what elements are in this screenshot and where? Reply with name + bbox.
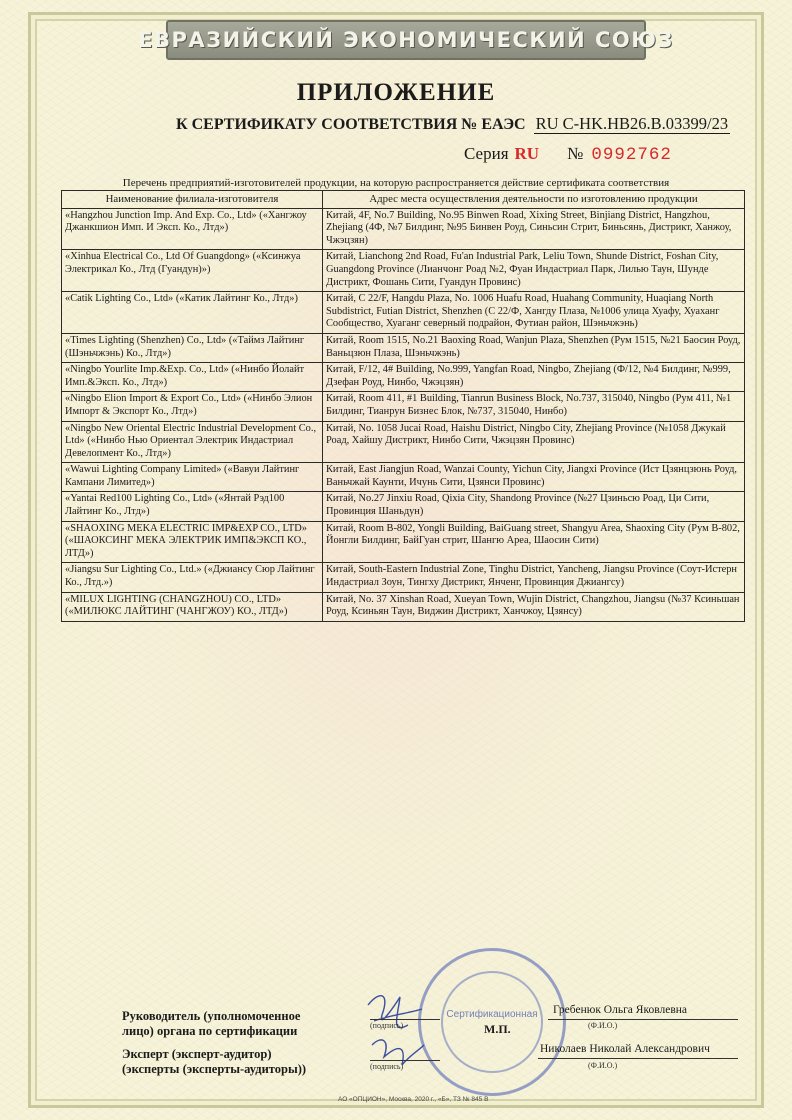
head-label-line-1: Руководитель (уполномоченное bbox=[122, 1009, 301, 1023]
expert-signature-caption: (подпись) bbox=[370, 1062, 404, 1071]
manufacturer-address: Китай, East Jiangjun Road, Wanzai County, Yichun City, Jiangxi Province (Ист Цзянцзюнь Роуд, Ваньчжай Каунти, Ичунь Сити, Цзянси Провинс) bbox=[323, 463, 745, 492]
manufacturer-name: «Ningbo Elion Import & Export Co., Ltd» («Нинбо Элион Импорт & Экспорт Ко., Лтд») bbox=[62, 392, 323, 421]
head-label bbox=[122, 1009, 300, 1039]
series-line bbox=[464, 144, 672, 165]
manufacturer-name: «Times Lighting (Shenzhen) Co., Ltd» («Таймз Лайтинг (Шэньчжэнь) Ко., Лтд») bbox=[62, 333, 323, 362]
table-row bbox=[62, 250, 745, 292]
head-signature-caption: (подпись) bbox=[370, 1021, 404, 1030]
table-row bbox=[62, 463, 745, 492]
table-row bbox=[62, 333, 745, 362]
manufacturer-address: Китай, Room 1515, No.21 Baoxing Road, Wanjun Plaza, Shenzhen (Рум 1515, №21 Баосин Роуд, Ваньцзюн Плаза, Шэньчжэнь) bbox=[323, 333, 745, 362]
head-label-line-2: лицо) органа по сертификации bbox=[122, 1024, 298, 1038]
manufacturer-name: «Hangzhou Junction Imp. And Exp. Co., Ltd» («Хангжоу Джанкшион Имп. И Эксп. Ко., Лтд») bbox=[62, 208, 323, 250]
expert-name-line bbox=[538, 1058, 738, 1059]
manufacturer-address: Китай, F/12, 4# Building, No.999, Yangfan Road, Ningbo, Zhejiang (Ф/12, №4 Билдинг, №999, Дзефан Роуд, Нинбо, Чжэцзян) bbox=[323, 363, 745, 392]
certificate-subtitle bbox=[176, 114, 736, 134]
table-row bbox=[62, 563, 745, 592]
table-row bbox=[62, 363, 745, 392]
manufacturer-name: «Ningbo New Oriental Electric Industrial Development Co., Ltd» («Нинбо Нью Ориентал Электрик Индастриал Девелопмент Ко., Лтд») bbox=[62, 421, 323, 463]
head-name-line bbox=[548, 1019, 738, 1020]
table-header-row bbox=[62, 191, 745, 209]
manufacturer-name: «Ningbo Yourlite Imp.&Exp. Co., Ltd» («Нинбо Йолайт Имп.&Эксп. Ко., Лтд») bbox=[62, 363, 323, 392]
manufacturer-name: «Xinhua Electrical Co., Ltd Of Guangdong» («Ксинжуа Электрикал Ко., Лтд (Гуандун)») bbox=[62, 250, 323, 292]
table-row bbox=[62, 292, 745, 334]
manufacturer-address: Китай, 4F, No.7 Building, No.95 Binwen Road, Xixing Street, Binjiang District, Hangzhou, Zhejiang (4Ф, №7 Билдинг, №95 Бинвен Роуд, Синьсин Стрит, Биньсянь, Дистрикт, Ханжоу, Чжэцзян) bbox=[323, 208, 745, 250]
manufacturer-name: «Jiangsu Sur Lighting Co., Ltd.» («Джиансу Сюр Лайтинг Ко., Лтд.») bbox=[62, 563, 323, 592]
manufacturer-name: «Yantai Red100 Lighting Co., Ltd» («Янтай Рэд100 Лайтинг Ко., Лтд») bbox=[62, 492, 323, 521]
series-label: Серия bbox=[464, 144, 509, 163]
expert-label bbox=[122, 1047, 306, 1077]
head-signature-line bbox=[370, 1019, 440, 1020]
union-banner-text: ЕВРАЗИЙСКИЙ ЭКОНОМИЧЕСКИЙ СОЮЗ bbox=[138, 28, 674, 52]
expert-signature-line bbox=[370, 1060, 440, 1061]
manufacturer-name: «Catik Lighting Co., Ltd» («Катик Лайтинг Ко., Лтд») bbox=[62, 292, 323, 334]
manufacturer-address: Китай, No.27 Jinxiu Road, Qixia City, Shandong Province (№27 Цзиньсю Роад, Ци Сити, Провинция Шаньдун) bbox=[323, 492, 745, 521]
manufacturer-address: Китай, Lianchong 2nd Road, Fu'an Industrial Park, Leliu Town, Shunde District, Foshan City, Guangdong Province (Лианчонг Роад №2, Фуан Индастриал Парк, Лилью Таун, Шунде Дистрикт, Фошань Сити, Гуандун Провинс) bbox=[323, 250, 745, 292]
expert-name: Николаев Николай Александрович bbox=[540, 1043, 710, 1055]
manufacturer-name: «Wawui Lighting Company Limited» («Вавуи Лайтинг Кампани Лимитед») bbox=[62, 463, 323, 492]
table-row bbox=[62, 592, 745, 621]
table-row bbox=[62, 521, 745, 563]
table-row bbox=[62, 392, 745, 421]
series-value: RU bbox=[514, 144, 540, 163]
expert-label-line-1: Эксперт (эксперт-аудитор) bbox=[122, 1047, 272, 1061]
seal-placement-label: М.П. bbox=[484, 1022, 511, 1036]
expert-fio-caption: (Ф.И.О.) bbox=[588, 1061, 618, 1070]
manufacturer-address: Китай, C 22/F, Hangdu Plaza, No. 1006 Huafu Road, Huahang Community, Huaqiang North Subdistrict, Futian District, Shenzhen (С 22/Ф, Хангду Плаза, №1006 улица Хуафу, Хуаханг Сообщество, Хуаганг северный подрайон, Футиан район, Шэньчжэнь) bbox=[323, 292, 745, 334]
manufacturer-name: «SHAOXING MEKA ELECTRIC IMP&EXP CO., LTD» («ШАОКСИНГ МЕКА ЭЛЕКТРИК ИМП&ЭКСП КО., ЛТД») bbox=[62, 521, 323, 563]
column-header-address: Адрес места осуществления деятельности по изготовлению продукции bbox=[323, 191, 745, 209]
serial-number: 0992762 bbox=[591, 145, 672, 165]
subtitle-text: К СЕРТИФИКАТУ СООТВЕТСТВИЯ № ЕАЭС bbox=[176, 116, 526, 133]
table-row bbox=[62, 208, 745, 250]
manufacturer-address: Китай, No. 37 Xinshan Road, Xueyan Town, Wujin District, Changzhou, Jiangsu (№37 Ксиньшан Роуд, Ксиньян Таун, Виджин Дистрикт, Ханчжоу, Цзянсу) bbox=[323, 592, 745, 621]
printer-note: АО «ОПЦИОН», Москва, 2020 г., «Б», ТЗ № 845 В bbox=[338, 1096, 489, 1103]
page-title: ПРИЛОЖЕНИЕ bbox=[296, 79, 496, 106]
head-name: Гребенюк Ольга Яковлевна bbox=[553, 1004, 688, 1016]
manufacturer-address: Китай, Room B-802, Yongli Building, BaiGuang street, Shangyu Area, Shaoxing City (Рум В-802, Йонгли Билдинг, БайГуан стрит, Шангю Ареа, Шаосин Сити) bbox=[323, 521, 745, 563]
list-caption: Перечень предприятий-изготовителей продукции, на которую распространяется действие сертификата соответствия bbox=[122, 177, 670, 189]
column-header-name: Наименование филиала-изготовителя bbox=[62, 191, 323, 209]
number-label: № bbox=[567, 144, 584, 163]
manufacturer-address: Китай, Room 411, #1 Building, Tianrun Business Block, No.737, 315040, Ningbo (Рум 411, №1 Билдинг, Тианрун Бизнес Блок, №737, 315040, Нинбо) bbox=[323, 392, 745, 421]
seal-text: Сертификационная bbox=[446, 1009, 538, 1020]
manufacturers-table bbox=[61, 190, 745, 622]
head-fio-caption: (Ф.И.О.) bbox=[588, 1021, 618, 1030]
manufacturer-address: Китай, South-Eastern Industrial Zone, Tinghu District, Yancheng, Jiangsu Province (Соут-Истерн Индастриал Зоун, Тингху Дистрикт, Янченг, Провинция Джиангсу) bbox=[323, 563, 745, 592]
table-row bbox=[62, 421, 745, 463]
manufacturer-address: Китай, No. 1058 Jucai Road, Haishu District, Ningbo City, Zhejiang Province (№1058 Джукай Роад, Хайшу Дистрикт, Нинбо Сити, Чжэцзян Провинс) bbox=[323, 421, 745, 463]
union-banner bbox=[138, 20, 674, 60]
expert-label-line-2: (эксперты (эксперты-аудиторы)) bbox=[122, 1062, 307, 1076]
manufacturer-name: «MILUX LIGHTING (CHANGZHOU) CO., LTD» («МИЛЮКС ЛАЙТИНГ (ЧАНГЖОУ) КО., ЛТД») bbox=[62, 592, 323, 621]
table-row bbox=[62, 492, 745, 521]
certificate-number: RU C-HK.HB26.B.03399/23 bbox=[535, 114, 729, 133]
